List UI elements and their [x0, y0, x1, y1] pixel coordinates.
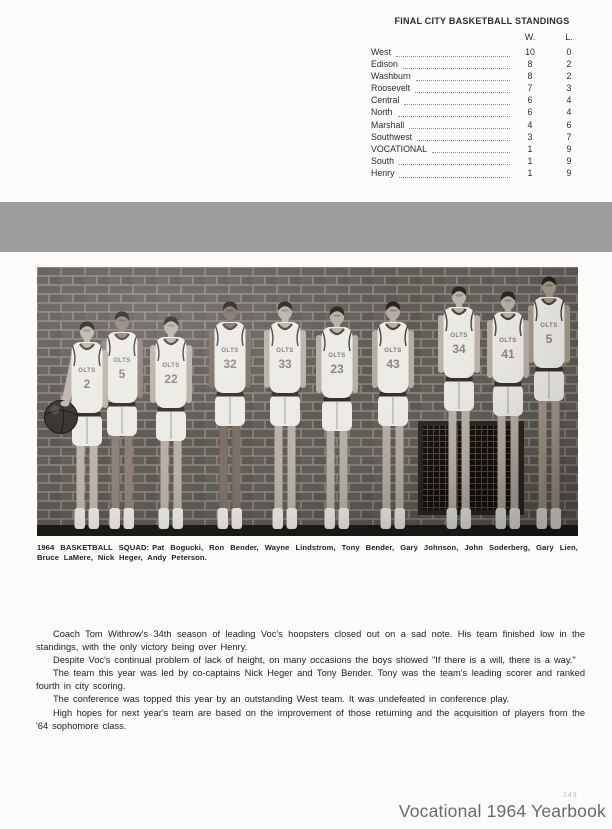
- dot-leader: [416, 79, 510, 81]
- wins-value: 8: [527, 71, 533, 82]
- team-name: Edison: [371, 59, 398, 70]
- dot-leader: [396, 55, 510, 57]
- dot-leader: [398, 115, 510, 117]
- wins-value: 4: [527, 119, 533, 130]
- team-name: Marshall: [371, 119, 405, 130]
- losses-value: 2: [566, 59, 572, 70]
- dot-leader: [403, 67, 510, 69]
- wins-value: 10: [525, 47, 535, 57]
- standings-row: [371, 47, 593, 59]
- dot-leader: [399, 176, 510, 178]
- article-paragraph: Coach Tom Withrow's 34th season of leading Voc's hoopsters closed out on a sad note. His team finished low in the standings, with the only victory being over Henry.: [36, 629, 585, 653]
- losses-value: 9: [566, 167, 572, 178]
- article-paragraph: Despite Voc's continual problem of lack of height, on many occasions the boys showed "If there is a will, there is a way.": [53, 655, 576, 666]
- standings-row: [371, 95, 593, 107]
- standings-row: [371, 144, 593, 156]
- dot-leader: [432, 151, 510, 153]
- losses-value: 9: [566, 155, 572, 166]
- standings-row: [371, 132, 593, 144]
- article-text: [36, 628, 585, 733]
- wins-value: 1: [527, 167, 533, 178]
- team-name: VOCATIONAL: [371, 143, 428, 154]
- standings-row: [371, 120, 593, 132]
- dot-leader: [399, 163, 510, 165]
- page-number: 143: [563, 792, 578, 799]
- losses-value: 3: [566, 83, 572, 94]
- wins-value: 1: [527, 155, 533, 166]
- standings-rows: [371, 47, 593, 180]
- losses-value: 2: [566, 71, 572, 82]
- losses-value: 4: [566, 107, 572, 118]
- standings-header: [371, 32, 593, 47]
- caption-names: Pat Bogucki, Ron Bender, Wayne Lindstrom, Tony Bender, Gary Johnson, John Soderberg, Gary Lien, Bruce LaMere, Nick Heger, Andy Peterson.: [37, 543, 578, 562]
- team-name: Roosevelt: [371, 83, 411, 94]
- dot-leader: [415, 91, 510, 93]
- losses-column-header: L.: [565, 32, 573, 42]
- losses-value: 9: [566, 143, 572, 154]
- dot-leader: [409, 127, 510, 129]
- standings-table: [371, 16, 593, 180]
- standings-row: [371, 59, 593, 71]
- photo-caption: [37, 543, 578, 563]
- team-name: Henry: [371, 167, 395, 178]
- standings-row: [371, 83, 593, 95]
- team-photo-illustration: [37, 267, 578, 536]
- wins-value: 1: [527, 143, 533, 154]
- losses-value: 4: [566, 95, 572, 106]
- standings-row: [371, 156, 593, 168]
- dot-leader: [417, 139, 510, 141]
- wins-value: 7: [527, 83, 533, 94]
- team-name: North: [371, 107, 393, 118]
- wins-value: 8: [527, 59, 533, 70]
- team-name: South: [371, 155, 394, 166]
- wins-value: 6: [527, 95, 533, 106]
- wins-value: 6: [527, 107, 533, 118]
- team-name: Central: [371, 95, 400, 106]
- losses-value: 7: [566, 131, 572, 142]
- team-photo: [37, 267, 578, 536]
- photo-vignette: [37, 267, 578, 536]
- decorative-gray-band: [0, 202, 612, 252]
- losses-value: 0: [566, 47, 572, 57]
- wins-column-header: W.: [524, 32, 536, 42]
- caption-lead: 1964 BASKETBALL SQUAD:: [37, 543, 150, 552]
- team-name: West: [371, 47, 391, 57]
- article-paragraph: High hopes for next year's team are based on the improvement of those returning and the acquisition of players from the '64 sophomore class.: [36, 707, 585, 731]
- wins-value: 3: [527, 131, 533, 142]
- standings-title: FINAL CITY BASKETBALL STANDINGS: [394, 16, 570, 26]
- article-paragraph: The conference was topped this year by an outstanding West team. It was undefeated in conference play.: [53, 694, 510, 705]
- dot-leader: [404, 103, 510, 105]
- team-name: Southwest: [371, 131, 413, 142]
- standings-row: [371, 107, 593, 119]
- standings-row: [371, 168, 593, 180]
- article-paragraph: The team this year was led by co-captains Nick Heger and Tony Bender. Tony was the team's leading scorer and ranked fourth in city scoring.: [36, 668, 585, 692]
- losses-value: 6: [566, 119, 572, 130]
- watermark-label: Vocational 1964 Yearbook: [398, 801, 606, 821]
- standings-row: [371, 71, 593, 83]
- team-name: Washburn: [371, 71, 411, 82]
